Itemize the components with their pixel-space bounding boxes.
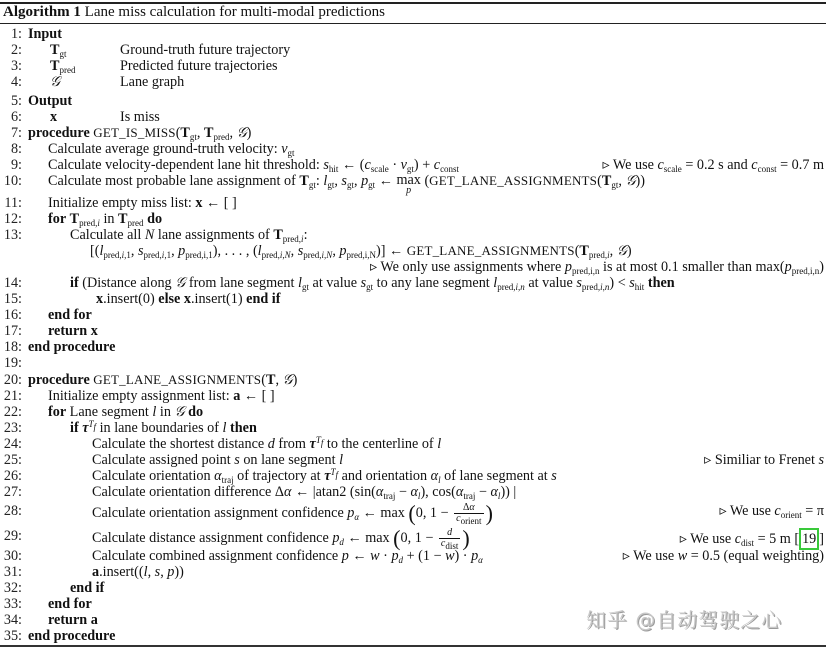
line-number: 23: [3, 420, 22, 436]
statement: Calculate all N lane assignments of $T_{pred,i}$: [70, 227, 308, 244]
comment: ▹ We use $c_{scale} = 0.2$ s and $c_{const} = 0.7$ m [602, 157, 824, 174]
caption-label: Algorithm 1 [3, 4, 81, 20]
statement: Calculate average ground-truth velocity: $v_{gt}$ [48, 141, 295, 158]
for-statement: for Lane segment l in 𝒢 do [48, 404, 204, 420]
citation-link[interactable]: 19 [799, 528, 819, 550]
end-procedure: end procedure [28, 628, 116, 644]
line-number: 2: [10, 42, 22, 58]
line-number: 24: [3, 436, 22, 452]
comment: ▹ We use $c_{orient} = \pi$ [719, 503, 824, 520]
line-number: 21: [3, 388, 22, 404]
statement: Calculate orientation assignment confidence $p_\alpha$ ← max (0, 1 − $\frac{\Delta\alpha}{c_{orient}}$ ) [92, 500, 493, 526]
comment: ▹ We use w = 0.5 (equal weighting) [622, 548, 824, 564]
end-procedure: end procedure [28, 339, 116, 355]
line-number: 27: [3, 484, 22, 500]
line-number: 8: [10, 141, 22, 157]
symbol: 𝒢 [50, 74, 61, 90]
if-statement: if (Distance along 𝒢 from lane segment $l_{gt}$ at value $s_{gt}$ to any lane segment $l_{pred,i,n}$ at value $s_{pred,i,n}) < s_{hit}$ then [70, 275, 675, 292]
algorithm-caption [3, 4, 385, 21]
line-number: 26: [3, 468, 22, 484]
statement: a.insert((l, s, p)) [92, 564, 184, 580]
procedure-header: procedure $GET\_IS\_MISS(T_{gt}$, $T_{pred}$, 𝒢) [28, 125, 252, 142]
statement: Calculate orientation difference Δα ← |atan2 ($\sin(\alpha_{traj} - \alpha_l)$, $\cos(\alpha_{traj} - \alpha_l)$) | [92, 484, 517, 501]
statement: Initialize empty assignment list: a ← [ ] [48, 388, 275, 404]
statement: Calculate assigned point s on lane segment l [92, 452, 344, 468]
line-number: 22: [3, 404, 22, 420]
statement: Calculate most probable lane assignment of $T_{gt}$: $l_{gt}$, $s_{gt}$, $p_{gt}$ ← max p ($GET\_LANE\_ASSIGNMENTS(T_{gt}$, 𝒢)) [48, 172, 645, 196]
bottom-rule [0, 645, 826, 647]
symbol-description: Lane graph [120, 74, 185, 90]
symbol-description: Ground-truth future trajectory [120, 42, 291, 58]
statement: Calculate distance assignment confidence $p_d$ ← max (0, 1 − $\frac{d}{c_{dist}}$ ) [92, 525, 470, 551]
statement: Calculate the shortest distance d from $\tau^{T_f}$ to the centerline of l [92, 435, 442, 452]
line-number: 25: [3, 452, 22, 468]
line-number: 14: [3, 275, 22, 291]
symbol: x [50, 109, 58, 125]
line-number: 5: [10, 93, 22, 109]
line-number: 29: [3, 528, 22, 544]
line-number: 16: [3, 307, 22, 323]
comment: ▹ Similiar to Frenet s [704, 452, 824, 468]
return-statement: return a [48, 612, 98, 628]
line-number: 11: [4, 195, 22, 211]
procedure-header: procedure GET_LANE_ASSIGNMENTS(T, 𝒢) [28, 372, 298, 388]
input-heading: Input [28, 26, 62, 42]
end-for: end for [48, 307, 92, 323]
line-number: 30: [3, 548, 22, 564]
statement: x.insert(0) else x.insert(1) end if [96, 291, 281, 307]
line-number: 35: [3, 628, 22, 644]
line-number: 12: [3, 211, 22, 227]
for-statement: for $T_{pred,i}$ in $T_{pred}$ do [48, 211, 163, 228]
symbol-description: Predicted future trajectories [120, 58, 278, 74]
symbol: $T_{gt}$ [50, 42, 67, 59]
line-number: 1: [10, 26, 22, 42]
statement: Initialize empty miss list: x ← [ ] [48, 195, 237, 211]
comment: ▹ We use $c_{dist} = 5$ m [ 19 ] [680, 528, 824, 550]
line-number: 31: [3, 564, 22, 580]
return-statement: return x [48, 323, 98, 339]
line-number: 6: [10, 109, 22, 125]
line-number: 20: [3, 372, 22, 388]
watermark-text: 知乎 @自动驾驶之心 [586, 608, 783, 632]
statement: Calculate orientation $\alpha_{traj}$ of trajectory at $\tau^{T_f}$ and orientation $\alpha_l$ of lane segment at s [92, 467, 557, 485]
symbol: $T_{pred}$ [50, 58, 76, 75]
line-number: 4: [10, 74, 22, 90]
caption-rule [0, 23, 826, 24]
line-number: 9: [10, 157, 22, 173]
caption-title: Lane miss calculation for multi-modal predictions [84, 4, 386, 20]
line-number: 13: [3, 227, 22, 243]
line-number: 19: [3, 355, 22, 371]
symbol-description: Is miss [120, 109, 160, 125]
if-statement: if $\tau^{T_f}$ in lane boundaries of l then [70, 419, 257, 436]
output-heading: Output [28, 93, 73, 109]
line-number: 34: [3, 612, 22, 628]
line-number: 32: [3, 580, 22, 596]
comment: ▹ We only use assignments where $p_{pred,i,n}$ is at most 0.1 smaller than $\max(p_{pred,i,n})$ [370, 259, 824, 276]
end-for: end for [48, 596, 92, 612]
line-number: 28: [3, 503, 22, 519]
statement: Calculate velocity-dependent lane hit threshold: $s_{hit}$ ← $(c_{scale} \cdot v_{gt}) + c_{const}$ [48, 157, 460, 174]
line-number: 15: [3, 291, 22, 307]
line-number: 33: [3, 596, 22, 612]
line-number: 17: [3, 323, 22, 339]
line-number: 10: [3, 173, 22, 189]
statement-continuation: [($l_{pred,i,1}$, $s_{pred,i,1}$, $p_{pred,i,1}$), . . . , ($l_{pred,i,N}$, $s_{pred,i,N}$, $p_{pred,i,N}$)] ← $GET\_LANE\_ASSIGNMENTS(T_{pred,i}$, 𝒢) [90, 243, 632, 260]
line-number: 18: [3, 339, 22, 355]
statement: Calculate combined assignment confidence p ← $w \cdot p_d + (1 - w) \cdot p_\alpha$ [92, 548, 483, 565]
line-number: 3: [10, 58, 22, 74]
line-number: 7: [10, 125, 22, 141]
end-if: end if [70, 580, 105, 596]
